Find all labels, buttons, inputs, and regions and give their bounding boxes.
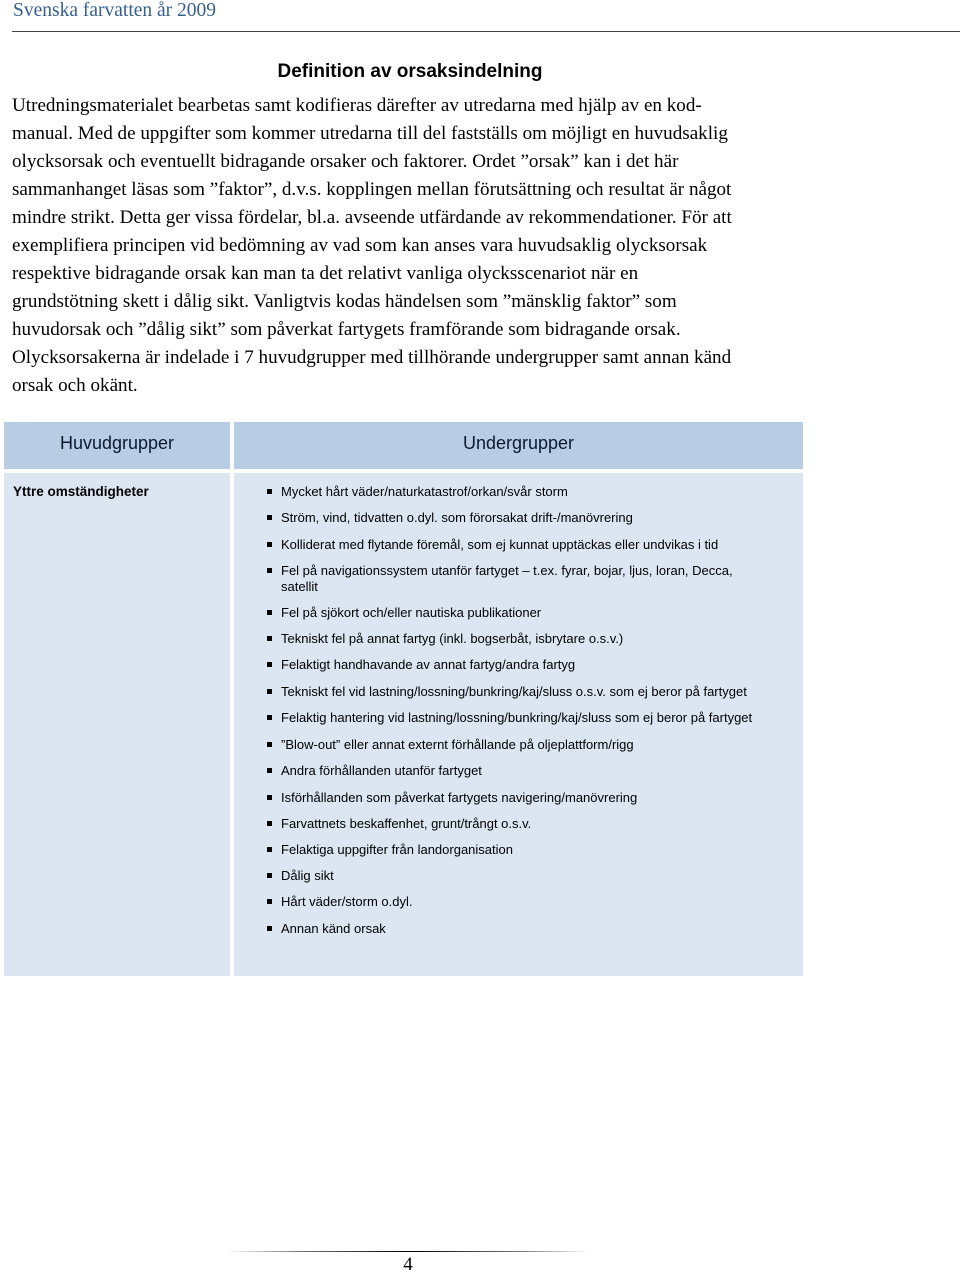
list-item: [281, 921, 796, 937]
section-heading: Definition av orsaksindelning: [277, 61, 543, 82]
list-item: [281, 868, 796, 884]
column-header-main-label: Huvudgrupper: [59, 433, 175, 453]
subgroup-text: ”Blow-out” eller annat externt förhållande på oljeplattform/rigg: [281, 737, 634, 752]
list-item: [281, 763, 796, 779]
subgroup-text: Isförhållanden som påverkat fartygets navigering/manövrering: [281, 790, 638, 805]
list-item: [281, 790, 796, 806]
square-bullet-icon: [267, 689, 272, 694]
square-bullet-icon: [267, 662, 272, 667]
running-header: Svenska farvatten år 2009: [13, 0, 217, 21]
list-item: [281, 563, 771, 595]
paragraph-line: mindre strikt. Detta ger vissa fördelar, bl.a. avseende utfärdande av rekommendationer. För att: [12, 207, 732, 228]
square-bullet-icon: [267, 568, 272, 573]
list-item: [281, 510, 796, 526]
square-bullet-icon: [267, 926, 272, 931]
subgroup-text: Annan känd orsak: [281, 921, 386, 936]
list-item: [281, 737, 796, 753]
subgroup-text: Felaktiga uppgifter från landorganisation: [281, 842, 513, 857]
list-item: [281, 605, 796, 621]
main-group-cell: [4, 473, 230, 976]
subgroup-text: Fel på sjökort och/eller nautiska publikationer: [281, 605, 542, 620]
square-bullet-icon: [267, 795, 272, 800]
subgroup-text: Kolliderat med flytande föremål, som ej kunnat upptäckas eller undvikas i tid: [281, 537, 719, 552]
square-bullet-icon: [267, 489, 272, 494]
subgroup-text: Ström, vind, tidvatten o.dyl. som förorsakat drift-/manövrering: [281, 510, 633, 525]
square-bullet-icon: [267, 821, 272, 826]
list-item: [281, 484, 796, 500]
column-header-sub-label: Undergrupper: [462, 433, 575, 453]
square-bullet-icon: [267, 515, 272, 520]
paragraph-line: Olycksorsakerna är indelade i 7 huvudgrupper med tillhörande undergrupper samt annan känd: [12, 347, 732, 368]
body-paragraph: [12, 92, 812, 400]
paragraph-line: respektive bidragande orsak kan man ta det relativt vanliga olycksscenariot när en: [12, 263, 639, 284]
group-name: Yttre omständigheter: [13, 484, 149, 499]
list-item: [281, 894, 796, 910]
subgroup-text: Tekniskt fel vid lastning/lossning/bunkring/kaj/sluss o.s.v. som ej beror på fartyget: [281, 684, 747, 699]
subgroup-text: Fel på navigationssystem utanför fartyget – t.ex. fyrar, bojar, ljus, loran, Decca, satellit: [281, 563, 733, 594]
list-item: [281, 816, 796, 832]
list-item: [281, 842, 796, 858]
subgroup-text: Mycket hårt väder/naturkatastrof/orkan/svår storm: [281, 484, 568, 499]
square-bullet-icon: [267, 768, 272, 773]
list-item: [281, 631, 796, 647]
square-bullet-icon: [267, 873, 272, 878]
paragraph-line: huvudorsak och ”dålig sikt” som påverkat fartygets framförande som bidragande orsak.: [12, 319, 681, 340]
page-number: 4: [403, 1254, 413, 1275]
list-item: [281, 710, 796, 726]
column-header-subgroups: [234, 422, 803, 469]
paragraph-line: Utredningsmaterialet bearbetas samt kodifieras därefter av utredarna med hjälp av en kod-: [12, 95, 702, 116]
list-item: [281, 537, 796, 553]
subgroup-text: Tekniskt fel på annat fartyg (inkl. bogserbåt, isbrytare o.s.v.): [281, 631, 624, 646]
square-bullet-icon: [267, 715, 272, 720]
square-bullet-icon: [267, 899, 272, 904]
subgroup-text: Hårt väder/storm o.dyl.: [281, 894, 413, 909]
column-header-main-groups: [4, 422, 230, 469]
square-bullet-icon: [267, 742, 272, 747]
subgroup-text: Dålig sikt: [281, 868, 334, 883]
subgroup-text: Felaktig hantering vid lastning/lossning/bunkring/kaj/sluss som ej beror på fartyget: [281, 710, 753, 725]
subgroup-cell: [234, 473, 803, 976]
subgroup-text: Andra förhållanden utanför fartyget: [281, 763, 482, 778]
square-bullet-icon: [267, 542, 272, 547]
square-bullet-icon: [267, 847, 272, 852]
paragraph-line: sammanhanget läsas som ”faktor”, d.v.s. kopplingen mellan förutsättning och resultat är något: [12, 179, 732, 200]
paragraph-line: exemplifiera principen vid bedömning av vad som kan anses vara huvudsaklig olycksorsak: [12, 235, 708, 256]
paragraph-line: manual. Med de uppgifter som kommer utredarna till del fastställs om möjligt en huvudsaklig: [12, 123, 728, 144]
square-bullet-icon: [267, 636, 272, 641]
paragraph-line: olycksorsak och eventuellt bidragande orsaker och faktorer. Ordet ”orsak” kan i det här: [12, 151, 679, 172]
subgroup-text: Felaktigt handhavande av annat fartyg/andra fartyg: [281, 657, 576, 672]
subgroup-text: Farvattnets beskaffenhet, grunt/trångt o.s.v.: [281, 816, 532, 831]
footer-rule: [225, 1251, 592, 1252]
list-item: [281, 684, 796, 700]
header-rule: [12, 31, 960, 32]
paragraph-line: grundstötning skett i dålig sikt. Vanligtvis kodas händelsen som ”mänsklig faktor” som: [12, 291, 677, 312]
square-bullet-icon: [267, 610, 272, 615]
paragraph-line: orsak och okänt.: [12, 375, 138, 396]
list-item: [281, 657, 796, 673]
